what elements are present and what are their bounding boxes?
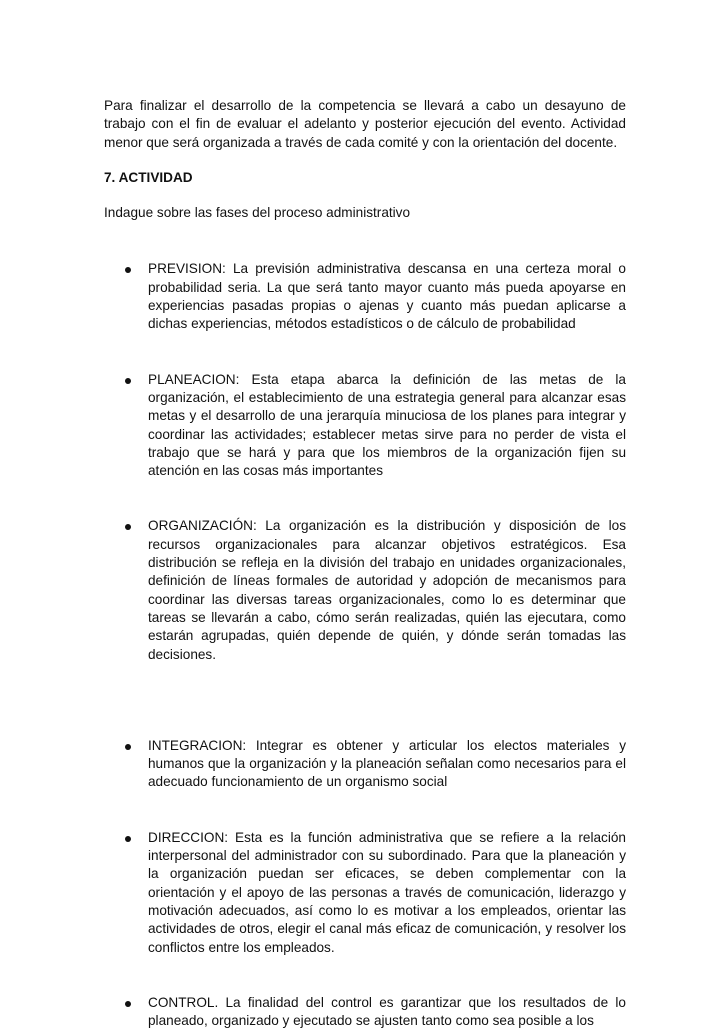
phase-item-integracion: [104, 737, 626, 792]
bullet-icon: [125, 267, 131, 273]
phase-text: PREVISION: La previsión administrativa descansa en una certeza moral o probabilidad seria. La que será tanto mayor cuanto más pueda apoyarse en experiencias pasadas propias o ajenas y cuanto más puedan aplicarse a dichas experiencias, métodos estadísticos o de cálculo de probabilidad: [148, 261, 626, 332]
bullet-icon: [125, 744, 131, 750]
phase-text: CONTROL. La finalidad del control es garantizar que los resultados de lo planeado, organizado y ejecutado se ajusten tanto como sea posible a los: [148, 994, 626, 1029]
phase-item-direccion: [104, 829, 626, 957]
activity-heading: 7. ACTIVIDAD: [104, 169, 193, 185]
document-page: [104, 97, 626, 1030]
phase-text: INTEGRACION: Integrar es obtener y articular los electos materiales y humanos que la organización y la planeación señalan como necesarios para el adecuado funcionamiento de un organismo social: [148, 737, 626, 790]
phase-item-prevision: [104, 260, 626, 333]
phases-list: [104, 260, 626, 1030]
phase-text: PLANEACION: Esta etapa abarca la definición de las metas de la organización, el establecimiento de una estrategia general para alcanzar esas metas y el desarrollo de una jerarquía minuciosa de los planes para integrar y coordinar las actividades; establecer metas sirve para no perder de vista el trabajo que se hará y para que los miembros de la organización fijen su atención en las cosas más importantes: [148, 371, 626, 479]
bullet-icon: [125, 836, 131, 842]
instruction-text: Indague sobre las fases del proceso administrativo: [104, 205, 411, 221]
intro-paragraph: Para finalizar el desarrollo de la competencia se llevará a cabo un desayuno de trabajo con el fin de evaluar el adelanto y posterior ejecución del evento. Actividad menor que será organizada a través de cada comité y con la orientación del docente.: [104, 98, 626, 150]
bullet-icon: [125, 1001, 131, 1007]
bullet-icon: [125, 524, 131, 530]
phase-item-control: [104, 994, 626, 1030]
phase-item-organizacion: [104, 517, 626, 663]
phase-item-planeacion: [104, 371, 626, 481]
phase-text: DIRECCION: Esta es la función administrativa que se refiere a la relación interpersonal del administrador con su subordinado. Para que la planeación y la organización puedan ser eficaces, se deben complementar con la orientación y el apoyo de las personas a través de comunicación, liderazgo y motivación adecuados, así como lo es motivar a los empleados, orientar las actividades de otros, elegir el canal más eficaz de comunicación, y resolver los conflictos entre los empleados.: [148, 829, 626, 955]
bullet-icon: [125, 378, 131, 384]
phase-text: ORGANIZACIÓN: La organización es la distribución y disposición de los recursos organizacionales para alcanzar objetivos estratégicos. Esa distribución se refleja en la división del trabajo en unidades organizacionales, definición de líneas formales de autoridad y adopción de mecanismos para coordinar las diversas tareas organizacionales, como lo es determinar que tareas se llevarán a cabo, cómo serán realizadas, quién las ejecutara, como estarán agrupadas, quién depende de quién, y dónde serán tomadas las decisiones.: [148, 518, 626, 662]
